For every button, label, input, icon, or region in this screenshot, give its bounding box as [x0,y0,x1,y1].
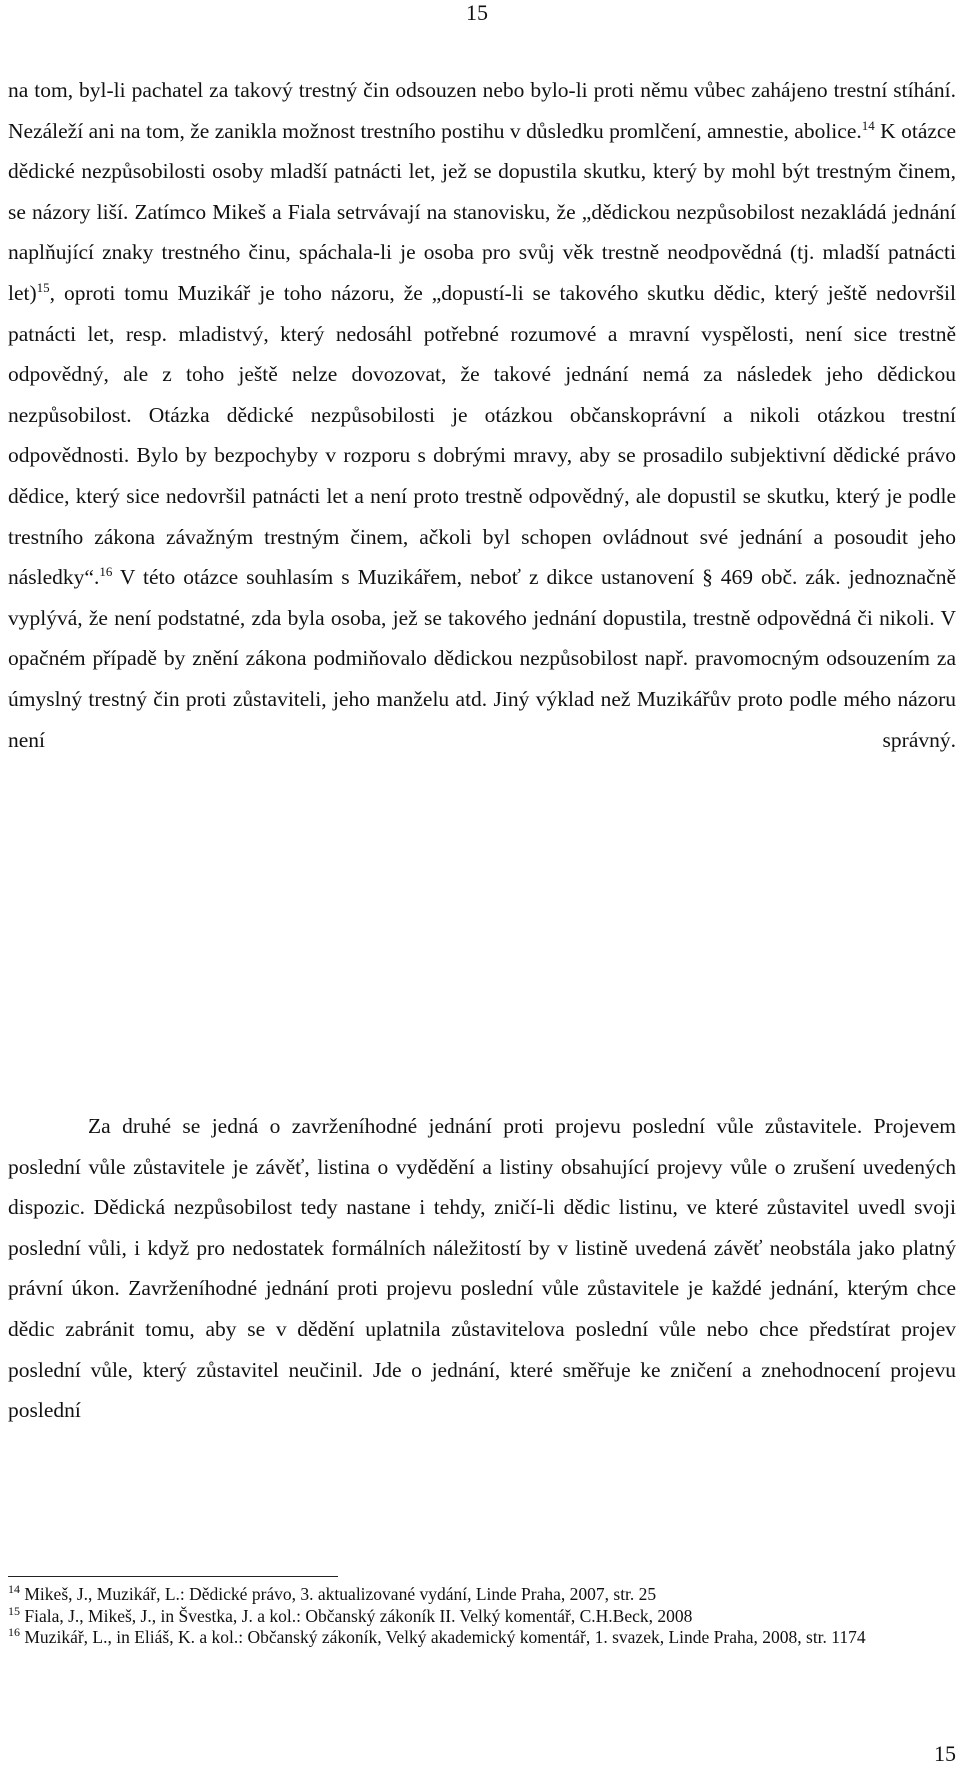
footnote-ref-15[interactable]: 15 [36,279,50,295]
body-paragraph-2: Za druhé se jedná o zavrženíhodné jednání proti projevu poslední vůle zůstavitele. Projevem poslední vůle zůstavitele je závěť, listina o vydědění a listiny obsahující projevy vůle o zrušení uvedených dispozic. Dědická nezpůsobilost tedy nastane i tehdy, zničí-li dědic listinu, ve které zůstavitel uvedl svoji poslední vůli, i když pro nedostatek formálních náležitostí by v listině uvedená závěť neobstála jako platný právní úkon. Zavrženíhodné jednání proti projevu poslední vůle zůstavitele je každé jednání, kterým chce dědic zabránit tomu, aby se v dědění uplatnila zůstavitelova poslední vůle nebo chce předstírat projev poslední vůle, který zůstavitel neučinil. Jde o jednání, které směřuje ke zničení a znehodnocení projevu poslední [8,1114,956,1423]
footnote-15 [8,1603,956,1628]
paragraph-text: , oproti tomu Muzikář je toho názoru, že „dopustí-li se takového skutku dědic, který ještě nedovršil patnácti let, resp. mladistvý, který nedosáhl potřebné rozumové a mravní vyspělosti, není sice trestně odpovědný, ale z toho ještě nelze dovozovat, že takové jednání nemá za následek jeho dědickou nezpůsobilost. Otázka dědické nezpůsobilosti je otázkou občanskoprávní a nikoli otázkou trestní odpovědnosti. Bylo by bezpochyby v rozporu s dobrými mravy, aby se prosadilo subjektivní dědické právo dědice, který sice nedovršil patnácti let a není proto trestně odpovědný, ale dopustil se skutku, který je podle trestního zákona závažným trestným činem, ačkoli byl schopen ovládnout své jednání a posoudit jeho následky“. [8,280,956,590]
paragraph-text: na tom, byl-li pachatel za takový trestný čin odsouzen nebo bylo-li proti němu vůbec zahájeno trestní stíhání. Nezáleží ani na tom, že zanikla možnost trestního postihu v důsledku promlčení, amnestie, abolice. [8,78,956,143]
footnote-text: Fiala, J., Mikeš, J., in Švestka, J. a kol.: Občanský zákoník II. Velký komentář, C.H.Beck, 2008 [24,1605,693,1626]
page-number-bottom: 15 [934,1741,956,1766]
footnote-ref-14[interactable]: 14 [861,117,875,133]
body-paragraph-1 [8,70,956,801]
footnote-14 [8,1584,956,1606]
page-number-top: 15 [466,0,488,25]
footnote-number: 15 [8,1603,20,1618]
paragraph-text: K otázce dědické nezpůsobilosti osoby mladší patnácti let, jež se dopustila skutku, který by mohl být trestným činem, se názory liší. Zatímco Mikeš a Fiala setrvávají na stanovisku, že „dědickou nezpůsobilost nezakládá jednání naplňující znaky trestného činu, spáchala-li je osoba pro svůj věk trestně neodpovědná (tj. mladší patnácti let) [8,118,956,305]
footnote-divider [8,1576,338,1577]
footnote-number: 16 [8,1625,20,1640]
footnote-number: 14 [8,1582,20,1597]
paragraph-text: V této otázce souhlasím s Muzikářem, neboť z dikce ustanovení § 469 obč. zák. jednoznačně vyplývá, že není podstatné, zda byla osoba, jež se takového jednání dopustila, trestně odpovědná či nikoli. V opačném případě by znění zákona podmiňovalo dědickou nezpůsobilost např. pravomocným odsouzením za úmyslný trestný čin proti zůstaviteli, jeho manželu atd. Jiný výklad než Muzikářův proto podle mého názoru není správný. [8,565,956,752]
footnote-ref-16[interactable]: 16 [99,563,113,579]
footnote-text: Mikeš, J., Muzikář, L.: Dědické právo, 3. aktualizované vydání, Linde Praha, 2007, str. 25 [24,1584,657,1604]
footnote-16 [8,1627,956,1649]
footnote-text: Muzikář, L., in Eliáš, K. a kol.: Občanský zákoník, Velký akademický komentář, 1. svazek, Linde Praha, 2008, str. 1174 [24,1627,866,1647]
footnotes [8,1584,956,1649]
